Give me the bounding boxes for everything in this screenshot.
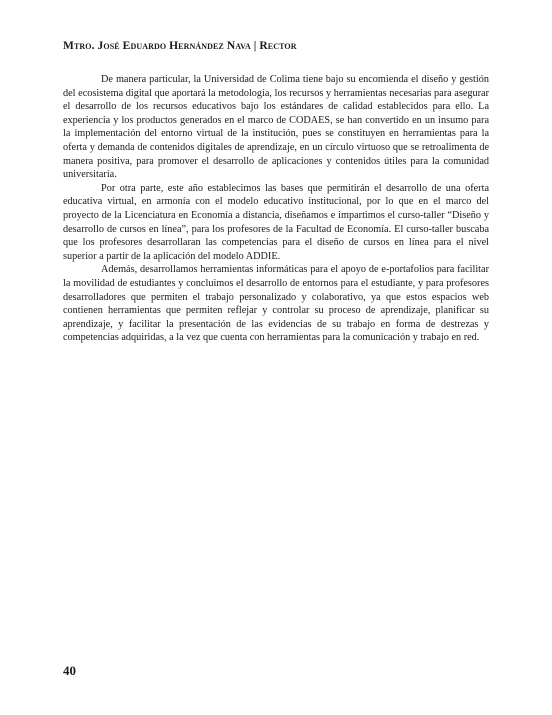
- paragraph-2: Por otra parte, este año establecimos las bases que permitirán el desarrollo de una oferta educativa virtual, en armonía con el modelo educativo institucional, por lo que en el marco del proyecto de la Licenciatura en Economía a distancia, diseñamos e impartimos el curso-taller “Diseño y desarrollo de cursos en línea”, para los profesores de la Facultad de Economía. El curso-taller buscaba que los profesores desarrollaran las competencias para el diseño de cursos en línea para el nivel superior a partir de la aplicación del modelo ADDIE.: [63, 182, 489, 262]
- body-text: [63, 73, 489, 345]
- running-head: Mtro. José Eduardo Hernández Nava | Rector: [63, 40, 297, 52]
- page-number: 40: [63, 663, 76, 678]
- paragraph-3: Además, desarrollamos herramientas informáticas para el apoyo de e-portafolios para facilitar la movilidad de estudiantes y concluimos el desarrollo de entornos para el estudiante, y para profesores desarrolladores que permiten el trabajo personalizado y colaborativo, ya que estos espacios web contienen herramientas que permiten reflejar y controlar su proceso de aprendizaje, planificar su aprendizaje, y facilitar la presentación de las evidencias de su trabajo en forma de destrezas y competencias adquiridas, a la vez que cuenta con herramientas para la comunicación y trabajo en red.: [63, 264, 489, 344]
- paragraph-1: De manera particular, la Universidad de Colima tiene bajo su encomienda el diseño y gestión del ecosistema digital que aportará la metodología, los recursos y herramientas necesarias para asegurar el desarrollo de los recursos educativos bajo los estándares de calidad establecidos para ello. La experiencia y los productos generados en el marco de CODAES, se han convertido en un insumo para la implementación del entorno virtual de la institución, pues se constituyen en herramientas para la oferta y demanda de contenidos digitales de aprendizaje, en un círculo virtuoso que se retroalimenta de manera positiva, para promover el desarrollo de aplicaciones y contenidos útiles para la comunidad universitaria.: [63, 74, 489, 181]
